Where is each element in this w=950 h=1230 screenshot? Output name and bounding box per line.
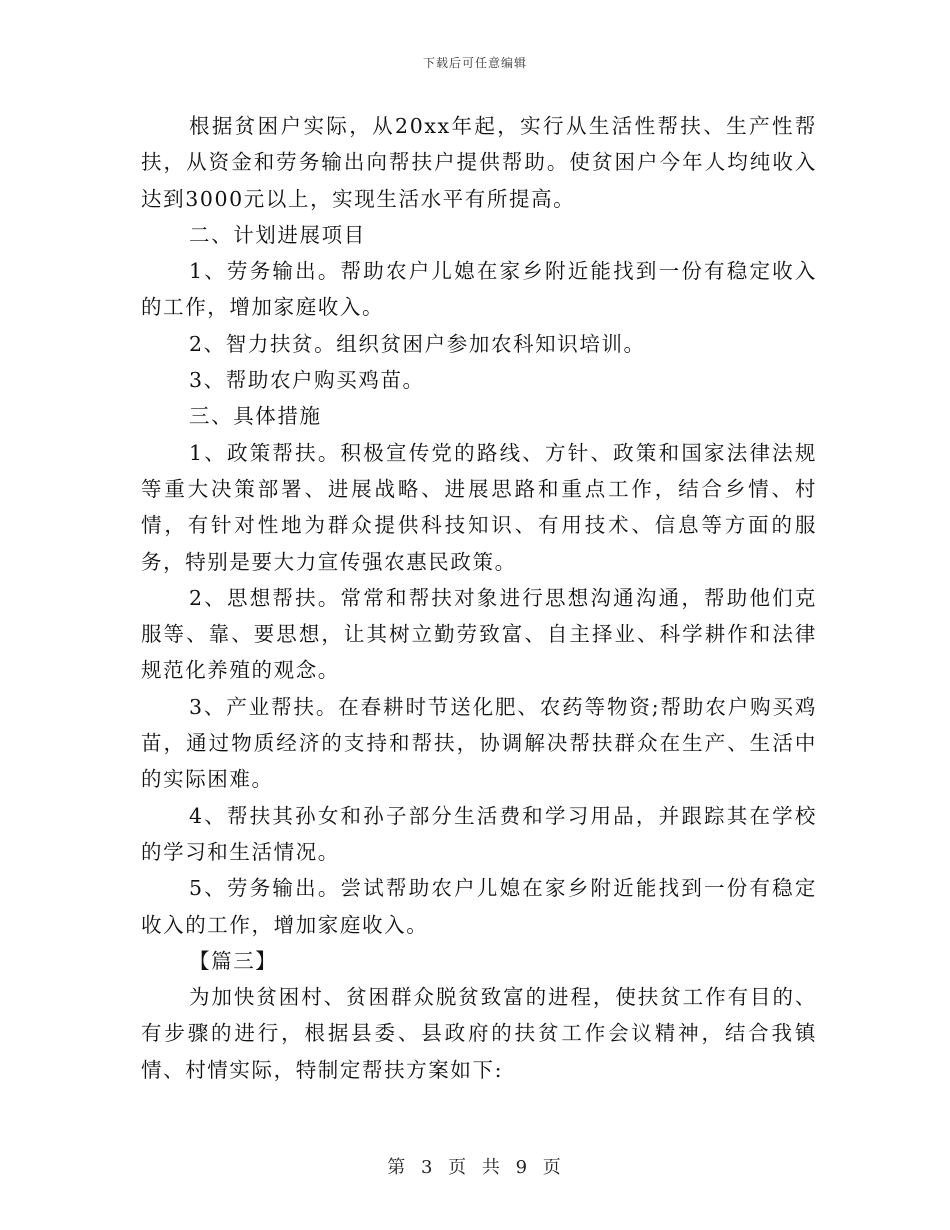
section-heading-part-three: 【篇三】 xyxy=(189,948,278,973)
page-header: 下载后可任意编辑 xyxy=(422,56,527,70)
paragraph-measure-5: 5、劳务输出。尝试帮助农户儿媳在家乡附近能找到一份有稳定收入的工作，增加家庭收入。 xyxy=(141,876,817,937)
section-heading-plan-projects: 二、计划进展项目 xyxy=(189,222,366,247)
paragraph-intro: 根据贫困户实际，从20xx年起，实行从生活性帮扶、生产性帮扶，从资金和劳务输出向帮扶户提供帮助。使贫困户今年人均纯收入达到3000元以上，实现生活水平有所提高。 xyxy=(141,114,817,211)
paragraph-measure-2: 2、思想帮扶。常常和帮扶对象进行思想沟通沟通，帮助他们克服等、靠、要思想，让其树立勤劳致富、自主择业、科学耕作和法律规范化养殖的观念。 xyxy=(141,585,817,683)
paragraph-plan-1: 1、劳务输出。帮助农户儿媳在家乡附近能找到一份有稳定收入的工作，增加家庭收入。 xyxy=(141,259,817,320)
page-footer-page-number: 第 3 页 共 9 页 xyxy=(387,1157,563,1178)
paragraph-part-three-intro: 为加快贫困村、贫困群众脱贫致富的进程，使扶贫工作有目的、有步骤的进行，根据县委、县政府的扶贫工作会议精神，结合我镇情、村情实际，特制定帮扶方案如下: xyxy=(141,985,817,1082)
document-body xyxy=(141,108,817,1088)
paragraph-plan-3: 3、帮助农户购买鸡苗。 xyxy=(189,368,425,393)
section-heading-measures: 三、具体措施 xyxy=(189,404,322,429)
paragraph-measure-4: 4、帮扶其孙女和孙子部分生活费和学习用品，并跟踪其在学校的学习和生活情况。 xyxy=(141,803,817,864)
paragraph-plan-2: 2、智力扶贫。组织贫困户参加农科知识培训。 xyxy=(189,331,646,356)
paragraph-measure-3: 3、产业帮扶。在春耕时节送化肥、农药等物资;帮助农户购买鸡苗，通过物质经济的支持和帮扶，协调解决帮扶群众在生产、生活中的实际困难。 xyxy=(141,694,817,792)
paragraph-measure-1: 1、政策帮扶。积极宣传党的路线、方针、政策和国家法律法规等重大决策部署、进展战略、进展思路和重点工作，结合乡情、村情，有针对性地为群众提供科技知识、有用技术、信息等方面的服务，特别是要大力宣传强农惠民政策。 xyxy=(141,440,817,574)
